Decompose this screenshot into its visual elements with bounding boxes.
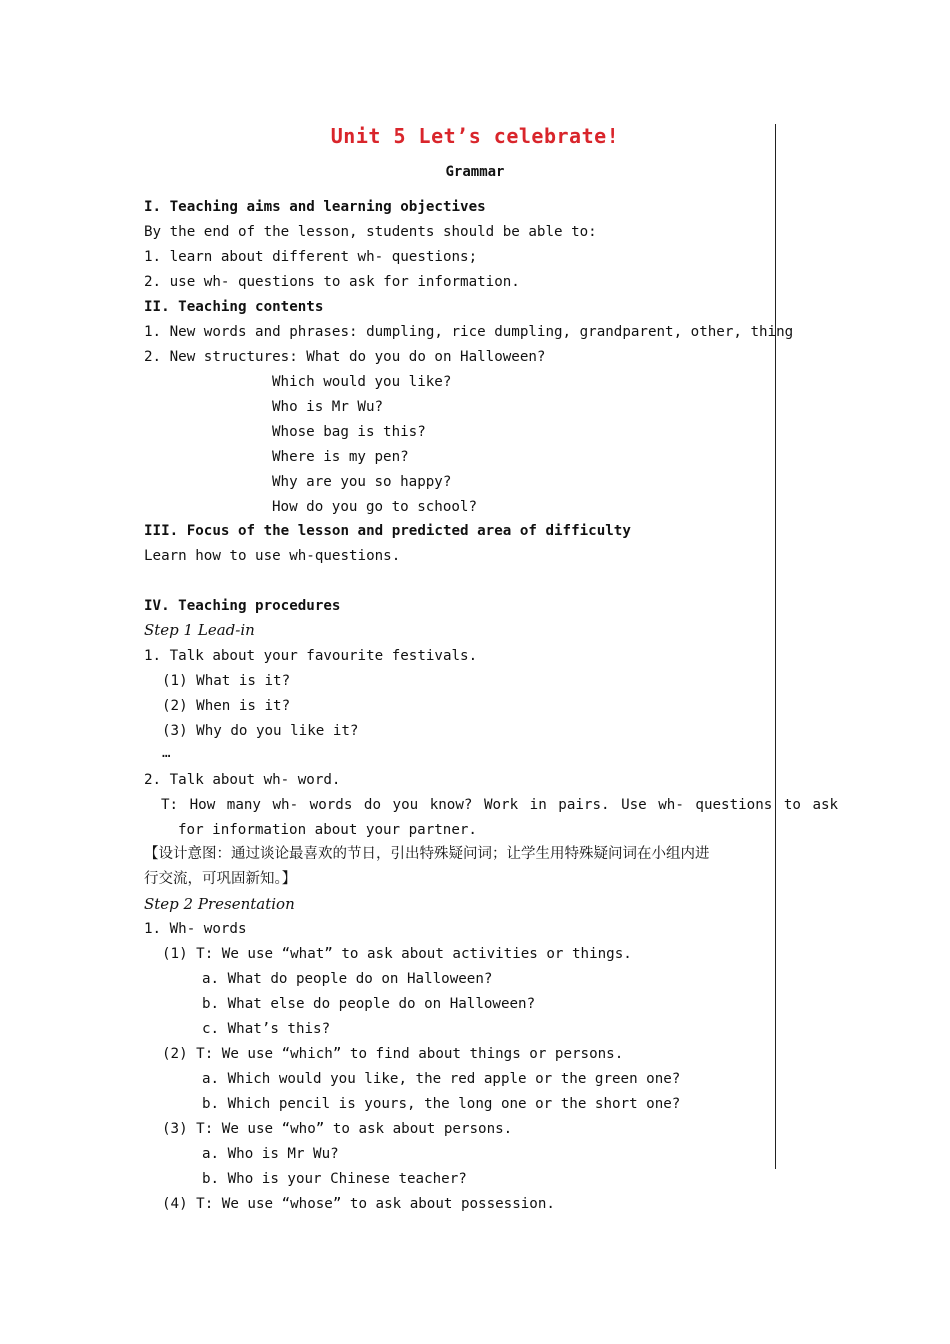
step-item: 2. Talk about wh- word. xyxy=(144,772,341,788)
structure-item: Why are you so happy? xyxy=(272,474,452,490)
new-structures-intro: 2. New structures: What do you do on Halloween? xyxy=(144,349,546,365)
focus-text: Learn how to use wh-questions. xyxy=(144,548,401,564)
page-title: Unit 5 Let’s celebrate! xyxy=(330,124,620,148)
example-item: a. Who is Mr Wu? xyxy=(202,1146,339,1162)
example-item: c. What’s this? xyxy=(202,1021,331,1037)
structure-item: Which would you like? xyxy=(272,374,452,390)
example-item: b. Which pencil is yours, the long one or the short one? xyxy=(202,1096,681,1112)
question-item: (1) What is it? xyxy=(162,673,291,689)
step-label: Step 2 Presentation xyxy=(144,895,295,913)
section-heading-procedures: IV. Teaching procedures xyxy=(144,598,341,614)
page-subtitle: Grammar xyxy=(445,164,505,180)
teacher-line: T: How many wh- words do you know? Work in pairs. Use wh- questions to ask xyxy=(161,797,839,813)
aim-item: 2. use wh- questions to ask for information. xyxy=(144,274,520,290)
example-item: a. Which would you like, the red apple or the green one? xyxy=(202,1071,681,1087)
example-item: a. What do people do on Halloween? xyxy=(202,971,493,987)
step-item: 1. Talk about your favourite festivals. xyxy=(144,648,478,664)
question-item: (2) When is it? xyxy=(162,698,291,714)
design-note: 【设计意图：通过谈论最喜欢的节日，引出特殊疑问词；让学生用特殊疑问词在小组内进 xyxy=(144,846,710,862)
wh-rule: (2) T: We use “which” to find about things or persons. xyxy=(162,1046,624,1062)
question-item: (3) Why do you like it? xyxy=(162,723,359,739)
margin-rule xyxy=(775,124,776,1169)
step-item: 1. Wh- words xyxy=(144,921,247,937)
structure-item: Where is my pen? xyxy=(272,449,409,465)
structure-item: How do you go to school? xyxy=(272,499,477,515)
aim-item: 1. learn about different wh- questions; xyxy=(144,249,478,265)
teacher-line: for information about your partner. xyxy=(178,822,477,838)
section-heading-aims: I. Teaching aims and learning objectives xyxy=(144,199,486,215)
structure-item: Whose bag is this? xyxy=(272,424,426,440)
wh-rule: (1) T: We use “what” to ask about activities or things. xyxy=(162,946,632,962)
wh-rule: (3) T: We use “who” to ask about persons. xyxy=(162,1121,513,1137)
ellipsis: … xyxy=(162,745,171,761)
aims-intro: By the end of the lesson, students should be able to: xyxy=(144,224,597,240)
example-item: b. Who is your Chinese teacher? xyxy=(202,1171,467,1187)
wh-rule: (4) T: We use “whose” to ask about possession. xyxy=(162,1196,555,1212)
structure-item: Who is Mr Wu? xyxy=(272,399,384,415)
design-note: 行交流，可巩固新知。】 xyxy=(144,871,297,887)
section-heading-focus: III. Focus of the lesson and predicted area of difficulty xyxy=(144,523,631,539)
new-words: 1. New words and phrases: dumpling, rice dumpling, grandparent, other, thing xyxy=(144,324,794,340)
section-heading-contents: II. Teaching contents xyxy=(144,299,324,315)
step-label: Step 1 Lead-in xyxy=(144,621,255,639)
example-item: b. What else do people do on Halloween? xyxy=(202,996,536,1012)
